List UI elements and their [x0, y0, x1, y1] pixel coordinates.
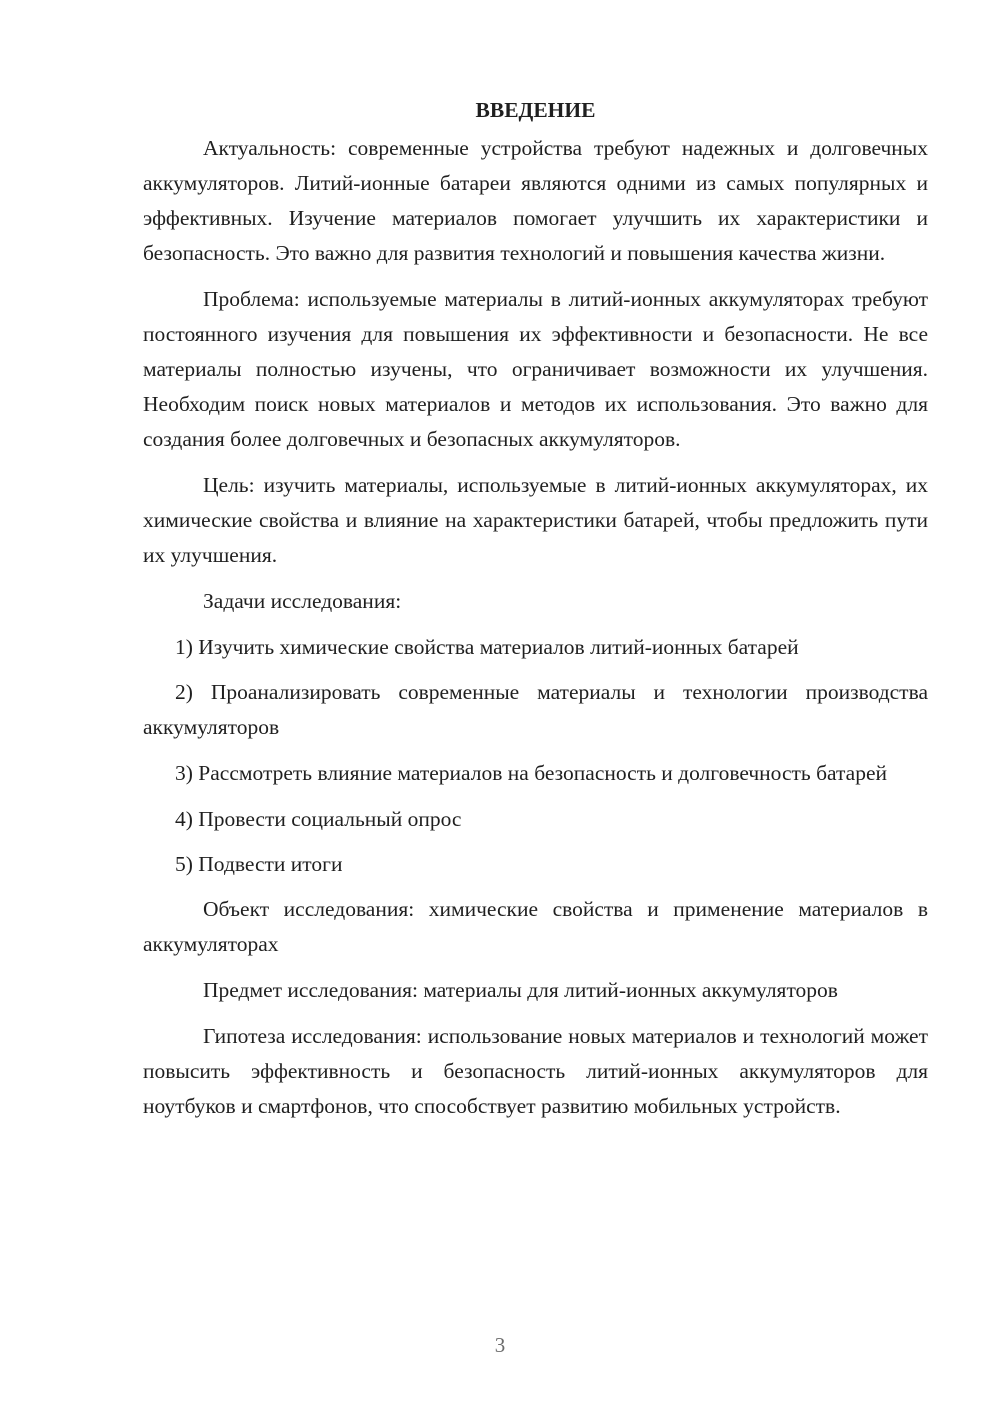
- task-item-1: 1) Изучить химические свойства материалов литий-ионных батарей: [175, 635, 799, 659]
- task-item-2: 2) Проанализировать современные материалы и технологии производства аккумуляторов: [143, 680, 928, 739]
- task-item-3: 3) Рассмотреть влияние материалов на безопасность и долговечность батарей: [175, 761, 887, 785]
- paragraph-subject: Предмет исследования: материалы для литий-ионных аккумуляторов: [203, 978, 838, 1002]
- page-title: ВВЕДЕНИЕ: [475, 98, 596, 122]
- paragraph-problem: Проблема: используемые материалы в литий-ионных аккумуляторах требуют постоянного изучения для повышения их эффективности и безопасности. Не все материалы полностью изучены, что ограничивает возможности их улучшения. Необходим поиск новых материалов и методов их использования. Это важно для создания более долговечных и безопасных аккумуляторов.: [143, 287, 928, 451]
- paragraph-goal: Цель: изучить материалы, используемые в литий-ионных аккумуляторах, их химические свойства и влияние на характеристики батарей, чтобы предложить пути их улучшения.: [143, 473, 928, 567]
- paragraph-object: Объект исследования: химические свойства и применение материалов в аккумуляторах: [143, 897, 928, 956]
- document-page: [143, 95, 928, 1135]
- task-item-5: 5) Подвести итоги: [175, 852, 343, 876]
- task-item-4: 4) Провести социальный опрос: [175, 807, 462, 831]
- paragraph-relevance: Актуальность: современные устройства требуют надежных и долговечных аккумуляторов. Литий-ионные батареи являются одними из самых популярных и эффективных. Изучение материалов помогает улучшить их характеристики и безопасность. Это важно для развития технологий и повышения качества жизни.: [143, 136, 928, 265]
- tasks-heading: Задачи исследования:: [203, 589, 402, 613]
- page-number: 3: [494, 1333, 506, 1357]
- paragraph-hypothesis: Гипотеза исследования: использование новых материалов и технологий может повысить эффективность и безопасность литий-ионных аккумуляторов для ноутбуков и смартфонов, что способствует развитию мобильных устройств.: [143, 1024, 928, 1118]
